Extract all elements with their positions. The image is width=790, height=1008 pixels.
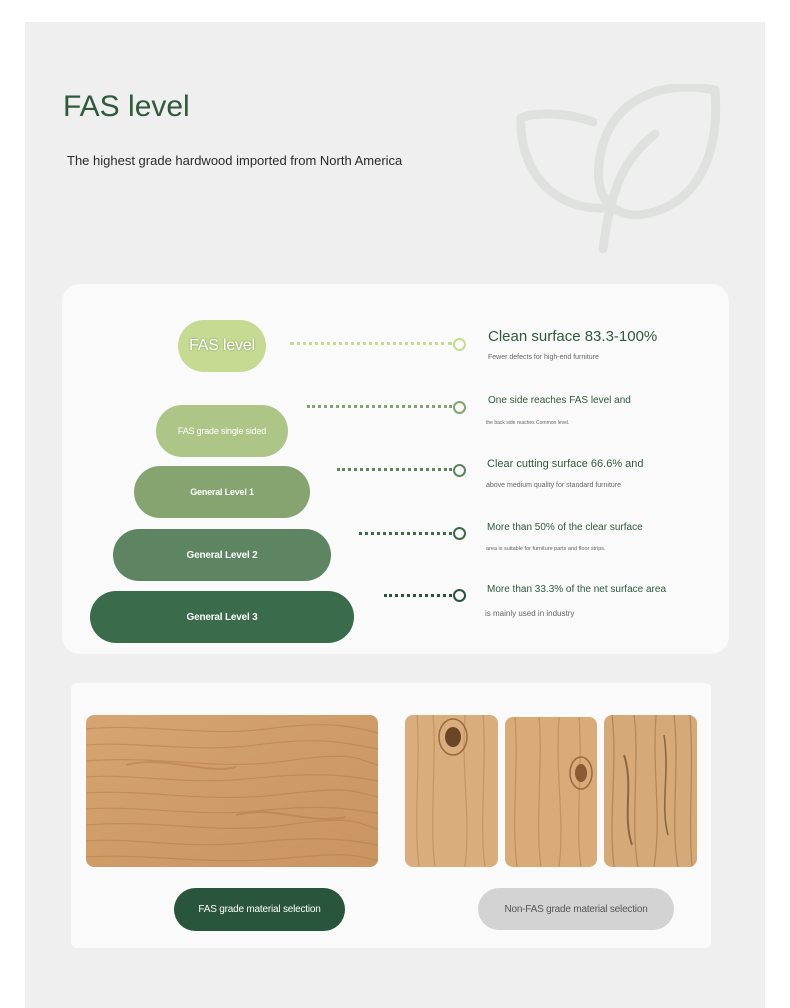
- grade-label: FAS grade single sided: [177, 426, 267, 436]
- non-fas-material-button[interactable]: [478, 888, 674, 930]
- connector-dots: [384, 594, 452, 597]
- non-fas-wood-sample-image: [604, 715, 697, 867]
- grade-detail: is mainly used in industry: [485, 609, 575, 618]
- grade-detail: area is suitable for furniture parts and floor strips.: [486, 546, 606, 552]
- connector-dots: [337, 468, 452, 471]
- connector-ring: [453, 589, 466, 602]
- grade-label: FAS level: [189, 337, 255, 354]
- connector-dots: [307, 405, 452, 408]
- non-fas-wood-sample-image: [405, 715, 498, 867]
- connector-ring: [453, 464, 466, 477]
- grade-description: Clear cutting surface 66.6% and: [487, 458, 644, 470]
- fas-wood-sample-image: [86, 715, 378, 867]
- grade-detail: above medium quality for standard furniture: [486, 482, 622, 489]
- connector-ring: [453, 338, 466, 351]
- page-background: [25, 22, 765, 1008]
- connector-ring: [453, 527, 466, 540]
- fas-material-button[interactable]: [174, 888, 345, 931]
- grade-pill-general-level-1: [134, 466, 310, 518]
- grade-label: General Level 1: [190, 487, 254, 497]
- fas-material-button-label: FAS grade material selection: [198, 904, 321, 915]
- grade-description: More than 50% of the clear surface: [487, 522, 643, 533]
- grade-pill-general-level-3: [90, 591, 354, 643]
- grade-pill-general-level-2: [113, 529, 331, 581]
- connector-ring: [453, 401, 466, 414]
- grade-description: One side reaches FAS level and: [488, 395, 631, 406]
- grade-pill-fas: [178, 320, 266, 372]
- grade-label: General Level 2: [186, 549, 258, 561]
- material-comparison-card: [71, 683, 711, 948]
- grade-label: General Level 3: [186, 611, 258, 623]
- connector-dots: [359, 532, 452, 535]
- non-fas-wood-sample-image: [505, 717, 597, 867]
- page-title: FAS level: [63, 90, 190, 123]
- grade-description: Clean surface 83.3-100%: [488, 328, 658, 345]
- grade-pyramid-card: [62, 284, 729, 654]
- connector-dots: [290, 342, 452, 345]
- leaf-icon: [515, 84, 725, 259]
- grade-detail: the back side reaches Common level.: [486, 420, 570, 426]
- page-subtitle: The highest grade hardwood imported from North America: [67, 153, 403, 168]
- grade-detail: Fewer defects for high-end furniture: [488, 354, 599, 361]
- grade-description: More than 33.3% of the net surface area: [487, 584, 666, 595]
- non-fas-material-button-label: Non-FAS grade material selection: [504, 903, 648, 915]
- grade-pill-fas-single-sided: [156, 405, 288, 457]
